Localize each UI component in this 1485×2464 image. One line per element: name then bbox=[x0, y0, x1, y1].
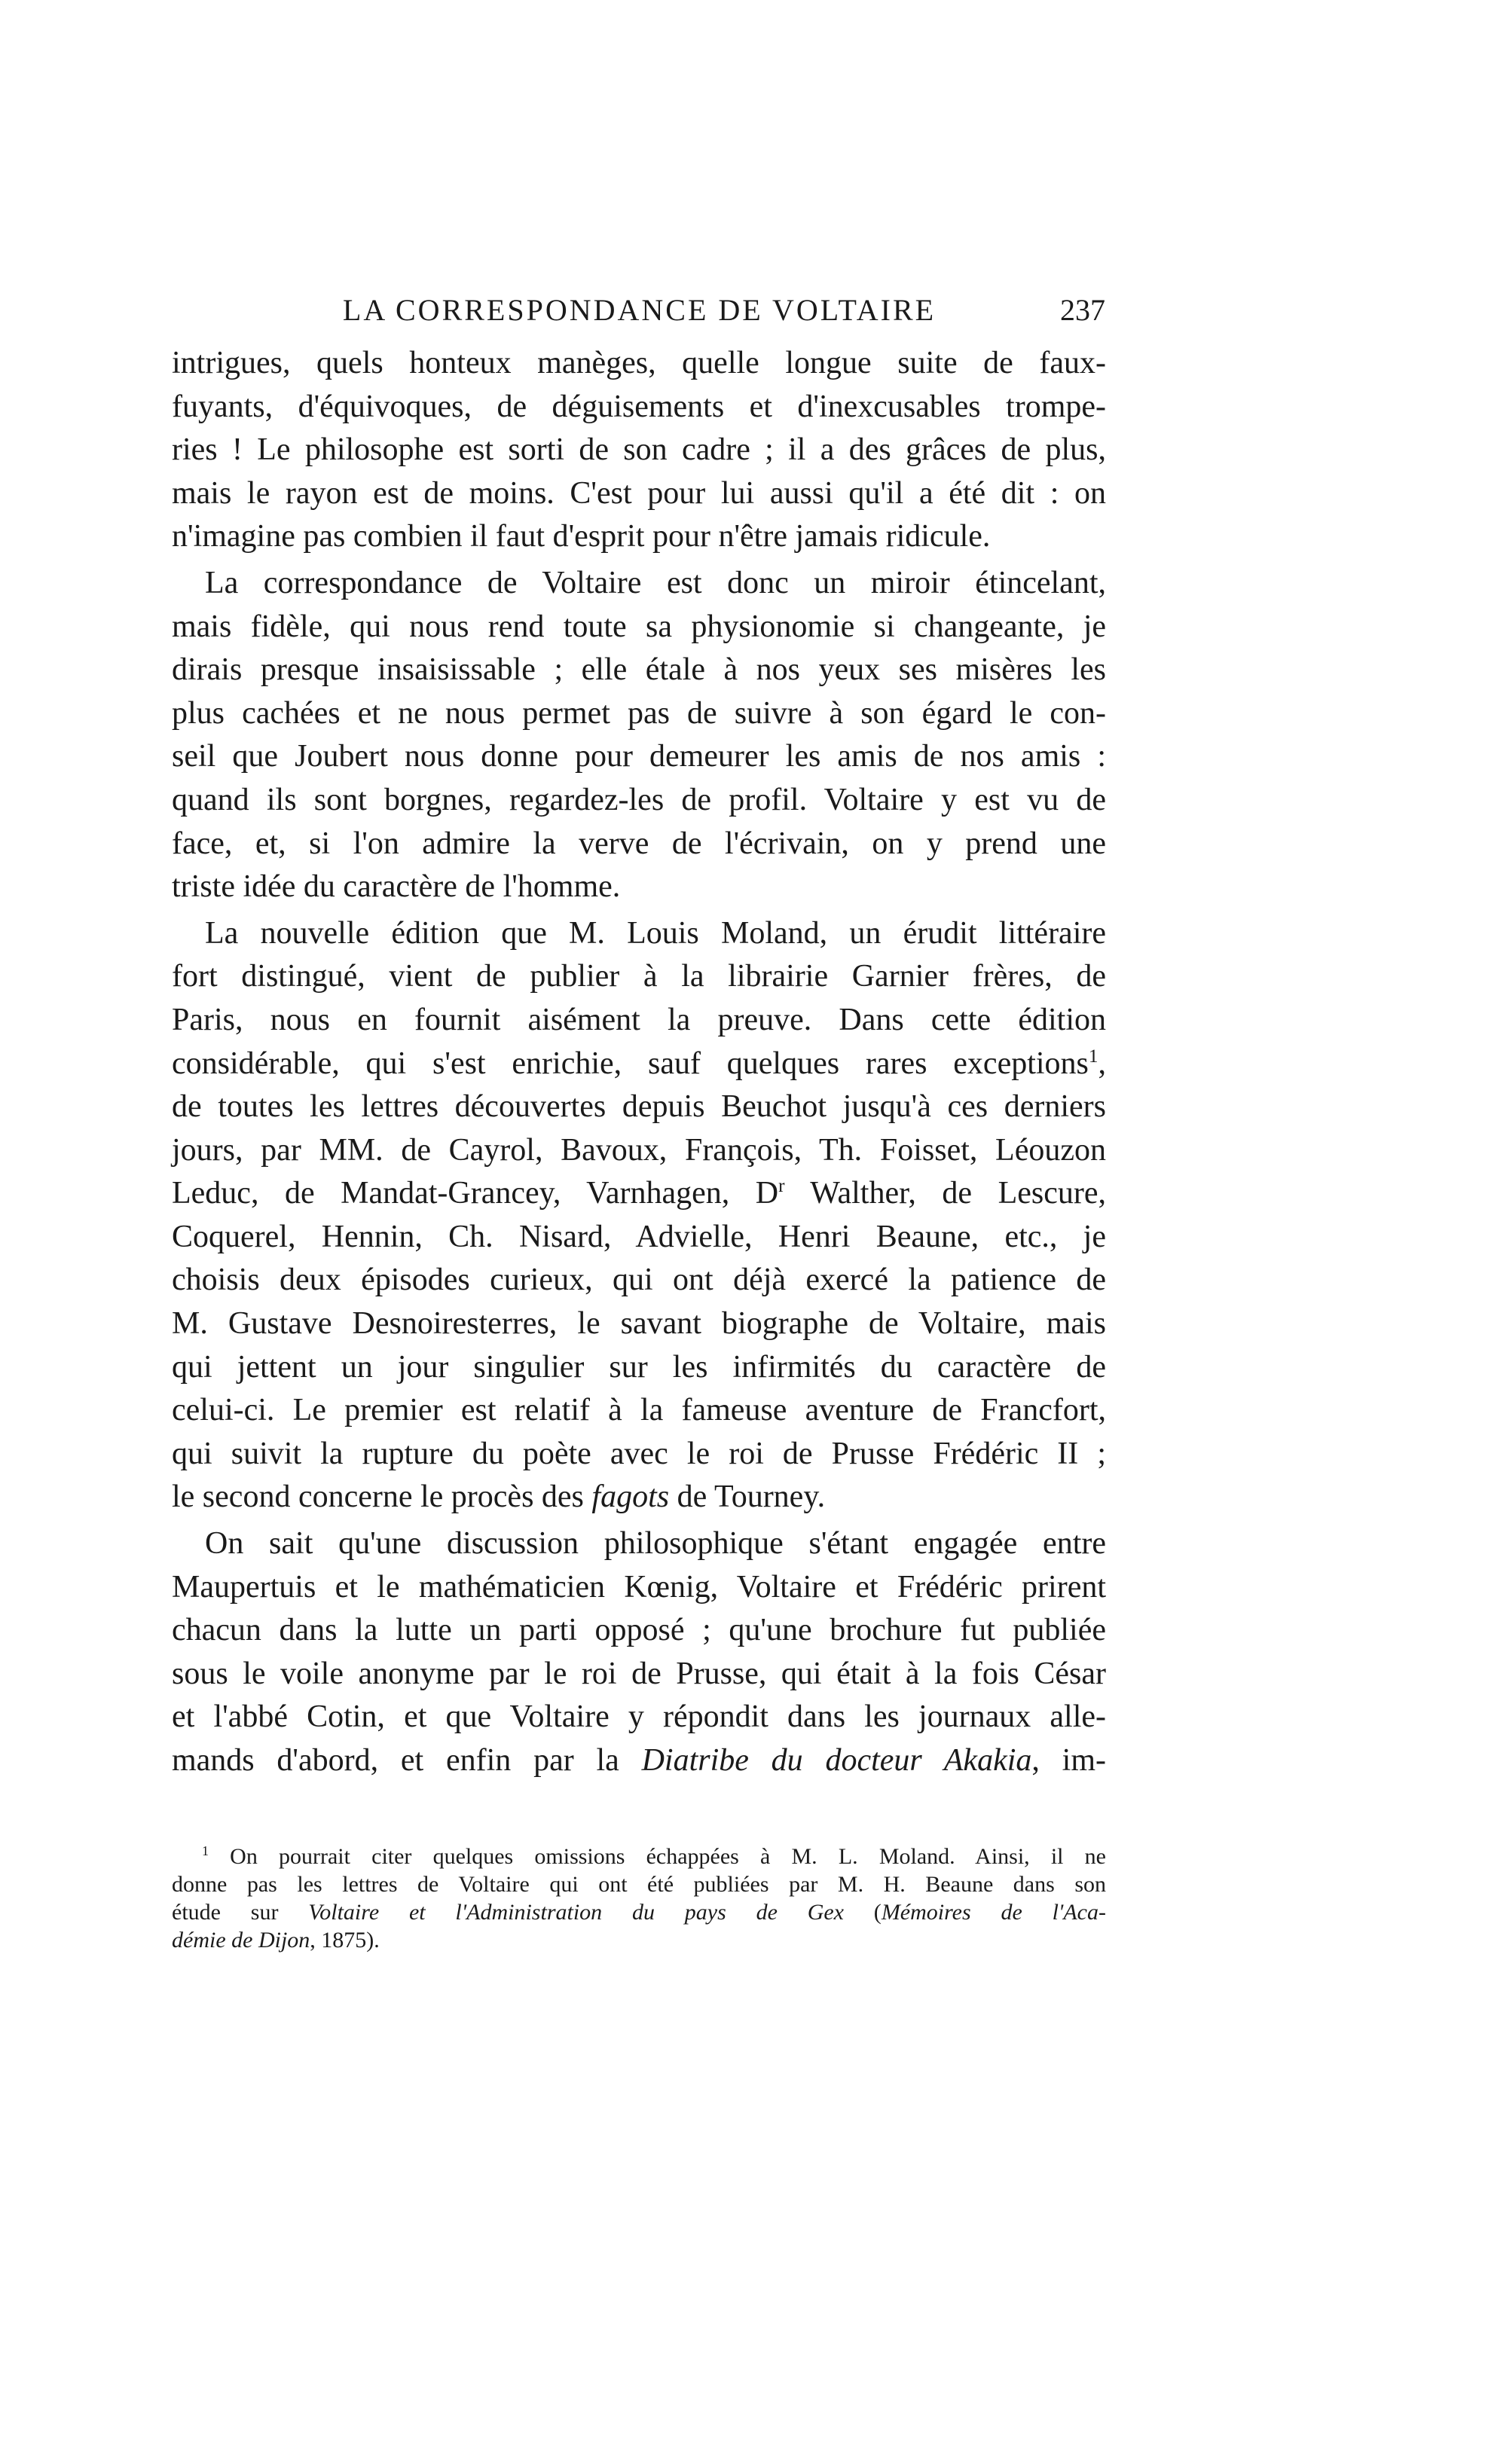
paragraph bbox=[172, 1522, 1106, 1783]
footnote-italic: démie de Dijon bbox=[172, 1928, 310, 1953]
text-line: On sait qu'une discussion philosophique s'étant engagée entre bbox=[205, 1526, 1106, 1562]
text-line: plus cachées et ne nous permet pas de suivre à son égard le con- bbox=[172, 695, 1106, 731]
text-line: Paris, nous en fournit aisément la preuve. Dans cette édition bbox=[172, 1002, 1106, 1037]
italic-text: Diatribe du docteur Akakia bbox=[641, 1743, 1032, 1778]
text-segment: , im- bbox=[1031, 1743, 1106, 1778]
text-line: qui jettent un jour singulier sur les infirmités du caractère de bbox=[172, 1349, 1106, 1385]
footnotes bbox=[172, 1843, 1106, 1954]
text-line: jours, par MM. de Cayrol, Bavoux, François, Th. Foisset, Léouzon bbox=[172, 1132, 1106, 1168]
text-line: intrigues, quels honteux manèges, quelle longue suite de faux- bbox=[172, 346, 1106, 380]
text-line: n'imagine pas combien il faut d'esprit pour n'être jamais ridicule. bbox=[172, 519, 991, 554]
footnote-reference: 1 bbox=[1088, 1046, 1098, 1067]
text-line: seil que Joubert nous donne pour demeurer les amis de nos amis : bbox=[172, 739, 1106, 774]
text-line: ries ! Le philosophe est sorti de son cadre ; il a des grâces de plus, bbox=[172, 432, 1106, 468]
footnote-italic: Mémoires de l'Aca- bbox=[881, 1900, 1106, 1925]
text-line: M. Gustave Desnoiresterres, le savant biographe de Voltaire, mais bbox=[172, 1306, 1106, 1342]
footnote-line bbox=[172, 1926, 1106, 1954]
text-line: triste idée du caractère de l'homme. bbox=[172, 869, 621, 905]
text-segment: considérable, qui s'est enrichie, sauf quelques rares exceptions bbox=[172, 1046, 1089, 1081]
text-line bbox=[172, 1739, 1106, 1783]
text-segment: de Tourney. bbox=[677, 1479, 826, 1515]
text-line: fort distingué, vient de publier à la librairie Garnier frères, de bbox=[172, 959, 1106, 994]
text-line: quand ils sont borgnes, regardez-les de profil. Voltaire y est vu de bbox=[172, 782, 1106, 817]
text-segment: Walther, de Lescure, bbox=[784, 1176, 1106, 1211]
text-line: La correspondance de Voltaire est donc un miroir étincelant, bbox=[205, 565, 1106, 600]
footnote-text: ( bbox=[844, 1900, 882, 1925]
footnote-italic: Voltaire et l'Administration du pays de Gex bbox=[308, 1900, 844, 1925]
superscript: r bbox=[778, 1176, 785, 1197]
text-line: considérable, qui s'est enrichie, sauf quelques rares exceptions$^1$, bbox=[172, 1046, 1106, 1081]
text-segment: le second concerne le procès des bbox=[172, 1479, 584, 1515]
text-line: Coquerel, Hennin, Ch. Nisard, Advielle, Henri Beaune, etc., je bbox=[172, 1219, 1106, 1254]
running-head bbox=[173, 292, 1105, 337]
text-line: de toutes les lettres découvertes depuis Beuchot jusqu'à ces derniers bbox=[172, 1089, 1106, 1125]
footnote-line: donne pas les lettres de Voltaire qui ont été publiées par M. H. Beaune dans son bbox=[172, 1872, 1106, 1897]
text-line: fuyants, d'équivoques, de déguisements et d'inexcusables trompe- bbox=[172, 389, 1106, 424]
footnote-line bbox=[172, 1898, 1106, 1926]
text-line: celui-ci. Le premier est relatif à la fameuse aventure de Francfort, bbox=[172, 1393, 1106, 1428]
text-line: La nouvelle édition que M. Louis Moland, un érudit littéraire bbox=[205, 915, 1106, 951]
footnote-line bbox=[172, 1843, 1106, 1870]
text-segment: Leduc, de Mandat-Grancey, Varnhagen, D bbox=[172, 1176, 779, 1211]
paragraph bbox=[172, 342, 1106, 559]
text-line: et l'abbé Cotin, et que Voltaire y répondit dans les journaux alle- bbox=[172, 1699, 1106, 1735]
body-text bbox=[172, 342, 1106, 1783]
text-line: mais fidèle, qui nous rend toute sa physionomie si changeante, je bbox=[172, 609, 1106, 644]
text-line: mais le rayon est de moins. C'est pour lui aussi qu'il a été dit : on bbox=[172, 475, 1106, 511]
running-title: LA CORRESPONDANCE DE VOLTAIRE bbox=[342, 293, 937, 327]
italic-text: fagots bbox=[591, 1479, 670, 1515]
text-line: dirais presque insaisissable ; elle étale à nos yeux ses misères les bbox=[172, 652, 1106, 688]
footnote-marker: 1 bbox=[202, 1843, 209, 1858]
text-line: choisis deux épisodes curieux, qui ont déjà exercé la patience de bbox=[172, 1263, 1106, 1298]
text-line: chacun dans la lutte un parti opposé ; qu'une brochure fut publiée bbox=[172, 1613, 1106, 1648]
text-segment: mands d'abord, et enfin par la bbox=[172, 1743, 619, 1778]
text-line bbox=[172, 1172, 1106, 1216]
footnote-text: , 1875). bbox=[310, 1928, 380, 1953]
text-line: sous le voile anonyme par le roi de Prusse, qui était à la fois César bbox=[172, 1656, 1106, 1691]
text-line: face, et, si l'on admire la verve de l'écrivain, on y prend une bbox=[172, 826, 1106, 861]
paragraph bbox=[172, 912, 1106, 1519]
footnote-text: On pourrait citer quelques omissions échappées à M. L. Moland. Ainsi, il ne bbox=[209, 1844, 1106, 1869]
page-number: 237 bbox=[1060, 293, 1105, 327]
text-line: qui suivit la rupture du poète avec le roi de Prusse Frédéric II ; bbox=[172, 1436, 1106, 1471]
text-line: Maupertuis et le mathématicien Kœnig, Voltaire et Frédéric prirent bbox=[172, 1569, 1106, 1605]
footnote-text: étude sur bbox=[172, 1900, 309, 1925]
text-line bbox=[172, 1476, 1106, 1519]
paragraph bbox=[172, 562, 1106, 909]
